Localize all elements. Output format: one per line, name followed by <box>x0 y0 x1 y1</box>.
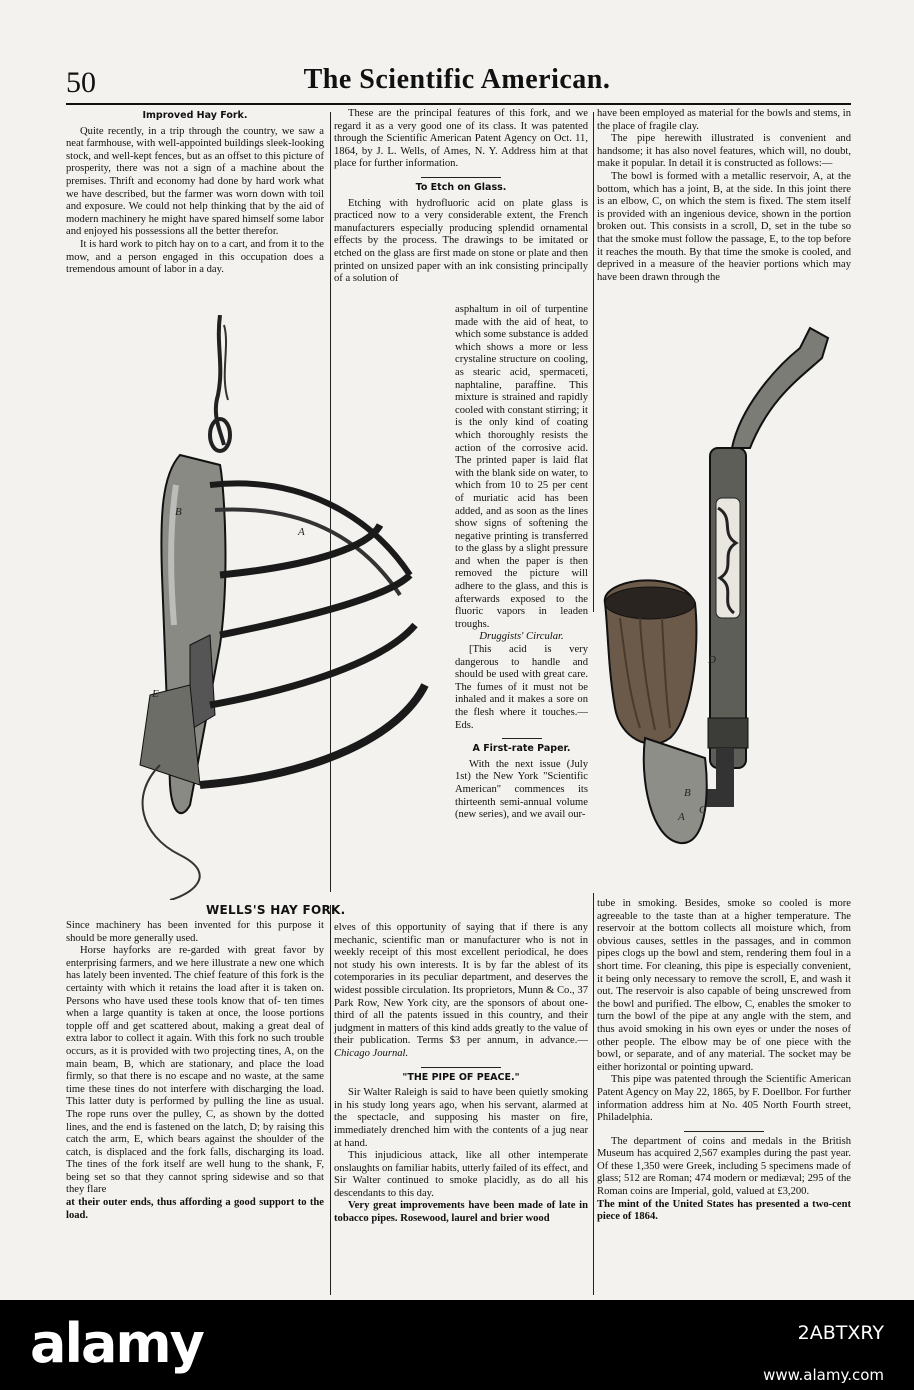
paragraph: Etching with hydrofluoric acid on plate glass is practiced now to a very considerable extent, the French manufacturers especially producing splendid ornamental effects by the process. The drawings to be imitated or etched on the glass are first made on stone or plate and then printed on unsized paper with an ink consisting principally of a solution of <box>334 197 588 285</box>
paragraph: This injudicious attack, like all other intemperate onslaughts on familiar habits, utterly failed of its effect, and Sir Walter continued to smoke placidly, as do all his descendants to this day. <box>334 1150 588 1199</box>
page-number: 50 <box>66 66 96 99</box>
article-hay-fork-body <box>66 920 324 1222</box>
paragraph: With the next issue (July 1st) the New York "Scientific American" commences its thirteenth semi-annual volume (new series), and we avail our- <box>455 758 588 821</box>
paragraph: These are the principal features of this fork, and we regard it as a very good one of its class. It was patented through the Scientific American Patent Agency on Oct. 11, 1864, by J. L. Wells, of Ames, N. Y. Address him at that place for further information. <box>334 108 588 170</box>
paragraph: Quite recently, in a trip through the country, we saw a neat farmhouse, with well-appointed buildings sleek-looking stock, and well-kept fences, but as an offset to this picture of prosperity, there was not a sign of a machine about the premises. Thrift and economy had done by hard work what we have described, but the farmer was worn down with toil and exposure. We could not help thinking that by the aid of modern machinery he might have spared himself some labor and enjoyed his possessions all the better therefor. <box>66 125 324 238</box>
paragraph: have been employed as material for the bowls and stems, in the place of fragile clay. <box>597 108 851 132</box>
article-hay-fork-intro <box>66 108 324 277</box>
label-a: A <box>298 526 305 538</box>
alamy-logo: alamy <box>30 1312 203 1375</box>
stock-url: www.alamy.com <box>763 1366 884 1384</box>
image-id: 2ABTXRY <box>797 1322 884 1344</box>
heading-etch-glass: To Etch on Glass. <box>415 181 507 193</box>
column-divider-right-bottom <box>593 893 594 1295</box>
paragraph: tube in smoking. Besides, smoke so cooled is more agreeable to the taste than at a higher temperature. The reservoir at the bottom collects all moisture which, from obvious causes, settles in the passages, and in common pipes clogs up the bowl and stem, rendering them foul in a short time. For cleaning, this pipe is especially convenient, it being only necessary to remove the scroll, E, and wash it out. The reservoir is also capable of being unscrewed from the bowl and purified. The elbow, C, enables the smoker to turn the bowl of the pipe at any angle with the stem, and thus avoid smoking in his own eyes or under the noses of other people. The elbow may be of one piece with the bowl, or separate, and of any material. The socket may be either horizontal or pointing upward. <box>597 898 851 1073</box>
heading-pipe-of-peace: "THE PIPE OF PEACE." <box>402 1071 520 1083</box>
figure-caption-hay-fork: WELLS'S HAY FORK. <box>206 903 346 917</box>
label-a: A <box>678 811 685 823</box>
paragraph-bold: The mint of the United States has presented a two-cent piece of 1864. <box>597 1198 851 1223</box>
masthead-title: The Scientific American. <box>303 64 611 95</box>
paragraph: The department of coins and medals in the British Museum has acquired 2,567 examples during the past year. Of these 1,350 were Greek, including 5 specimens made of glass; 512 are Roman; 474 modern or mediæval; 295 of the Roman coins are Imperial, gold, valued at £3,200. <box>597 1135 851 1198</box>
masthead-rule <box>66 103 851 105</box>
label-b: B <box>175 506 182 518</box>
heading-hay-fork: Improved Hay Fork. <box>142 110 248 121</box>
paragraph: This pipe was patented through the Scientific American Patent Agency on May 22, 1865, by F. Doellbor. For further information address him at No. 405 North Fourth street, Philadelphia. <box>597 1074 851 1124</box>
paragraph: elves of this opportunity of saying that if there is any mechanic, scientific man or manufacturer who is not in weekly receipt of this most excellent periodical, he does not study his own interests. It is by far the ablest of its cotemporaries in its peculiar department, and deserves the widest possible circulation. Its proprietors, Munn & Co., 37 Park Row, New York city, are the sponsors of about one-third of all the patents issued in this country, and their judgment in matters of this kind adds greatly to the value of their publication. Terms $3 per annum, in advance.—Chicago Journal. <box>334 922 588 1059</box>
label-d: D <box>708 654 716 666</box>
article-pipe-of-peace <box>597 108 851 284</box>
paragraph: Since machinery has been invented for this purpose it should be more generally used. <box>66 920 324 944</box>
heading-first-rate-paper: A First-rate Paper. <box>472 743 571 755</box>
label-e: E <box>152 688 159 700</box>
label-b: B <box>684 787 691 799</box>
paragraph: asphaltum in oil of turpentine made with the aid of heat, to which some substance is added which shows a more or less crystaline structure on cooling, as stearic acid, spermaceti, naphtaline, paraffine. This mixture is strained and rapidly cooled with constant stirring; it is the only kind of coating which thoroughly resists the action of the corrosive acid. The printed paper is laid flat with the blank side on water, to which from 10 to 25 per cent of muriatic acid has been added, and as soon as the lines show signs of softening the negative printing is transferred to the glass by a slight pressure and when the paper is then removed the picture will adhere to the glass, and this is afterwards exposed to the fluoric vapors in leaden troughs. <box>455 304 588 630</box>
article-etch-glass-narrow <box>455 304 588 822</box>
paragraph: The pipe herewith illustrated is convenient and handsome; it has also novel features, which will, no doubt, make it popular. In detail it is constructed as follows:— <box>597 133 851 170</box>
paragraph-bold: at their outer ends, thus affording a good support to the load. <box>66 1197 324 1221</box>
article-first-rate-paper <box>334 922 588 1226</box>
separator <box>421 1067 501 1068</box>
source-chicago: Chicago Journal. <box>334 1047 409 1059</box>
article-pipe-continued <box>597 898 851 1224</box>
pipe-illustration <box>600 318 850 888</box>
column-divider-right-top <box>593 112 594 612</box>
article-etch-glass <box>334 108 588 286</box>
column-divider-left-bottom <box>330 905 331 1295</box>
paragraph-bold: Very great improvements have been made of late in tobacco pipes. Rosewood, laurel and brier wood <box>334 1200 588 1225</box>
paragraph: Horse hayforks are re-garded with great favor by enterprising farmers, and we here illustrate a new one which has lately been invented. The chief feature of this fork is the certainty with which it retains the load after it is taken on. Persons who have used these tools know that of- ten times when a large quantity is taken at once, the loose portions topple off and get scattered about, making a great deal of extra labor to collect it again. With this fork no such trouble occurs, as it is provided with two projecting tines, A, on the main beam, B, which are stationary, and place the load firmly, so that there is no escape and no waste, at the same time these tines do not interfere with discharging the load. This latter duty is performed by pulling the line as usual. The rope runs over the pulley, C, as shown by the dotted lines, and the end is fastened on the latch, D; by raising this catch the arm, E, which bears against the shoulder of the catch, is displaced and the fork falls, discharging its load. The tines of the fork itself are well hung to the shank, F, being set so that they cannot spring sidewise and so that they flare <box>66 945 324 1196</box>
source-druggists: Druggists' Circular. <box>479 631 564 643</box>
editor-note: [This acid is very dangerous to handle and should be used with great care. The fumes of it must not be inhaled and it makes a sore on the flesh where it touches.—Eds. <box>455 644 588 731</box>
hay-fork-illustration <box>120 315 460 900</box>
separator <box>684 1131 764 1132</box>
separator <box>502 738 542 739</box>
label-c: C <box>699 804 707 816</box>
separator <box>421 177 501 178</box>
paragraph: The bowl is formed with a metallic reservoir, A, at the bottom, which has a joint, B, at the side. In this joint there is an elbow, C, on which the stem is fixed. The stem itself is provided with an ingenious device, shown in the portion broken out. This consists in a scroll, D, set in the tube so that the smoke must follow the passage, E, to the top before it reaches the mouth. By that time the smoke is cooled, and deprived in a measure of the heavier portions which may have been drawn through the <box>597 170 851 283</box>
paragraph: It is hard work to pitch hay on to a cart, and from it to the mow, and a person engaged in this occupation does a tremendous amount of labor in a day. <box>66 238 324 276</box>
paragraph: Sir Walter Raleigh is said to have been quietly smoking in his study long years ago, when his servant, alarmed at the spectacle, and supposing his master on fire, immediately drenched him with the contents of a jug near at hand. <box>334 1087 588 1149</box>
